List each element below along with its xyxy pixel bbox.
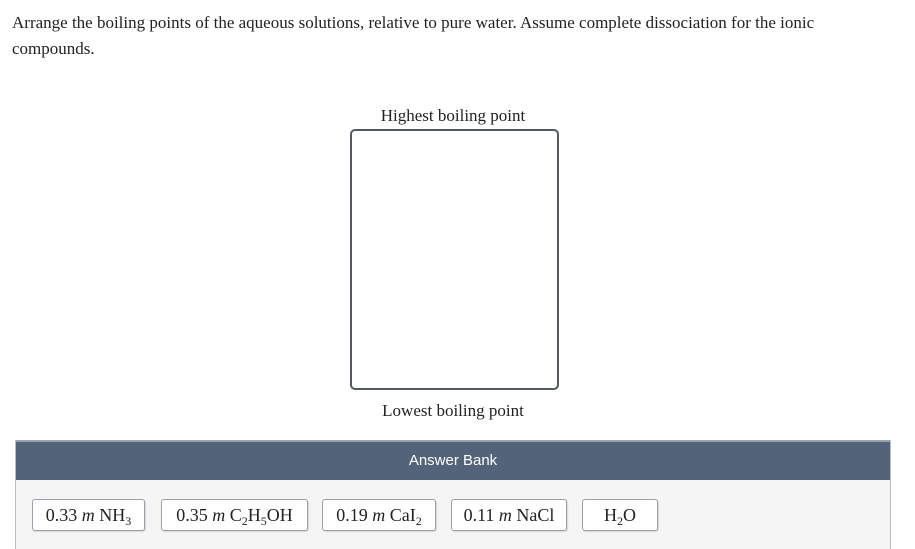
lowest-boiling-point-label: Lowest boiling point [382, 401, 524, 420]
tile-unit: m [372, 505, 386, 525]
tile-unit: m [81, 505, 95, 525]
answer-bank-tiles [16, 480, 890, 549]
tile-amount: 0.33 [45, 505, 78, 525]
tile-h2o[interactable] [582, 499, 658, 531]
tile-amount: 0.35 [176, 505, 208, 525]
tile-formula: CaI$_2$ [389, 505, 422, 528]
tile-formula: NaCl [516, 505, 555, 525]
tile-cai2[interactable] [322, 499, 436, 531]
answer-bank-header: Answer Bank [16, 440, 890, 480]
tile-unit: m [212, 505, 226, 525]
tile-formula: $H_2O$ [604, 505, 636, 528]
tile-nacl[interactable] [451, 499, 567, 531]
tile-nh3[interactable] [32, 499, 145, 531]
answer-bank [15, 440, 891, 549]
question-text: Arrange the boiling points of the aqueous solutions, relative to pure water. Assume complete dissociation for the ionic compounds. [12, 13, 815, 58]
tile-c2h5oh[interactable] [161, 499, 308, 531]
tile-unit: m [498, 505, 512, 525]
tile-amount: 0.19 [336, 505, 368, 525]
ranking-drop-zone[interactable] [350, 129, 559, 390]
highest-boiling-point-label: Highest boiling point [380, 106, 526, 125]
tile-formula: $C_2H_5OH$ [229, 505, 293, 528]
tile-formula: $NH_3$ [99, 505, 132, 528]
tile-amount: 0.11 [463, 505, 495, 525]
